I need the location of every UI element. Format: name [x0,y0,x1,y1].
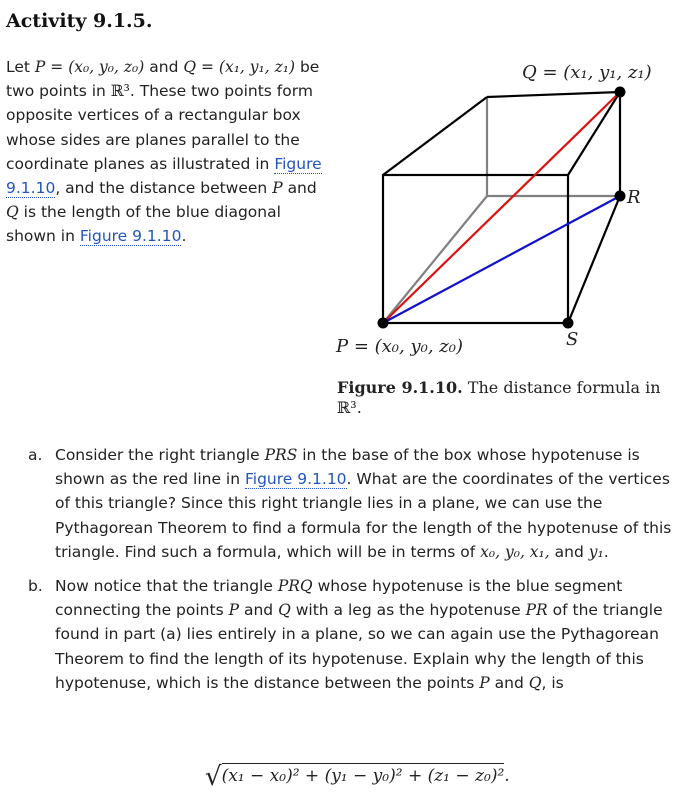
box-figure [330,50,675,370]
math-R3: ℝ³ [110,82,130,101]
figure-link[interactable]: Figure 9.1.10 [244,470,347,489]
caption-label: Figure 9.1.10. [337,378,463,397]
box-edge [487,92,620,97]
math-Q-def: Q = (x₁, y₁, z₁) [183,58,296,76]
vertex-S [563,318,574,329]
box-edge [568,196,620,323]
blue-diagonal [383,196,620,323]
label-Q: Q = (x₁, y₁, z₁) [522,62,652,83]
figure-caption: Figure 9.1.10. The distance formula in ℝ³. [337,378,661,417]
label-P: P = (x₀, y₀, z₀) [336,336,464,357]
box-edge [568,92,620,175]
distance-formula: √(x₁ − x₀)² + (y₁ − y₀)² + (z₁ − z₀)². [205,762,510,792]
label-S: S [566,329,579,350]
vertex-Q [615,87,626,98]
activity-parts [28,443,672,705]
front-face [383,175,568,323]
red-diagonal [383,92,620,323]
formula-body: (x₁ − x₀)² + (y₁ − y₀)² + (z₁ − z₀)² [222,763,505,786]
part-a: a. Consider the right triangle PRS in the base of the box whose hypotenuse is shown as the red line in Figure 9.1.10. What are the coordinates of the vertices of this triangle? Since this right triangle lies in a plane, we can use the Pythagorean Theorem to find a formula for the length of the hypotenuse of this triangle. Find such a formula, which will be in terms of x₀, y₀, x₁, and y₁. [28,443,672,564]
figure-link[interactable]: Figure 9.1.10 [79,227,182,246]
box-edge [383,97,487,175]
part-b: b. Now notice that the triangle PRQ whose hypotenuse is the blue segment connecting the points P and Q with a leg as the hypotenuse PR of the triangle found in part (a) lies entirely in a plane, so we can again use the Pythagorean Theorem to find the length of its hypotenuse. Explain why the length of this hypotenuse, which is the distance between the points P and Q, is [28,574,672,695]
math-P-def: P = (x₀, y₀, z₀) [34,58,145,76]
activity-title: Activity 9.1.5. [6,10,153,32]
vertex-P [378,318,389,329]
label-R: R [627,187,641,208]
hidden-edge [383,196,487,323]
figure-link[interactable]: Figure 9.1.10 [6,154,322,198]
part-label: a. [28,446,43,464]
vertex-R [615,191,626,202]
radical-sign: √ [205,762,222,792]
part-label: b. [28,577,43,596]
intro-paragraph: Let P = (x₀, y₀, z₀) and Q = (x₁, y₁, z₁) be two points in ℝ³. These two points form opposite vertices of a rectangular box whose sides are planes parallel to the coordinate planes as illustrated in Figure 9.1.10, and the distance between P and Q is the length of the blue diagonal shown in Figure 9.1.10. [6,58,322,246]
